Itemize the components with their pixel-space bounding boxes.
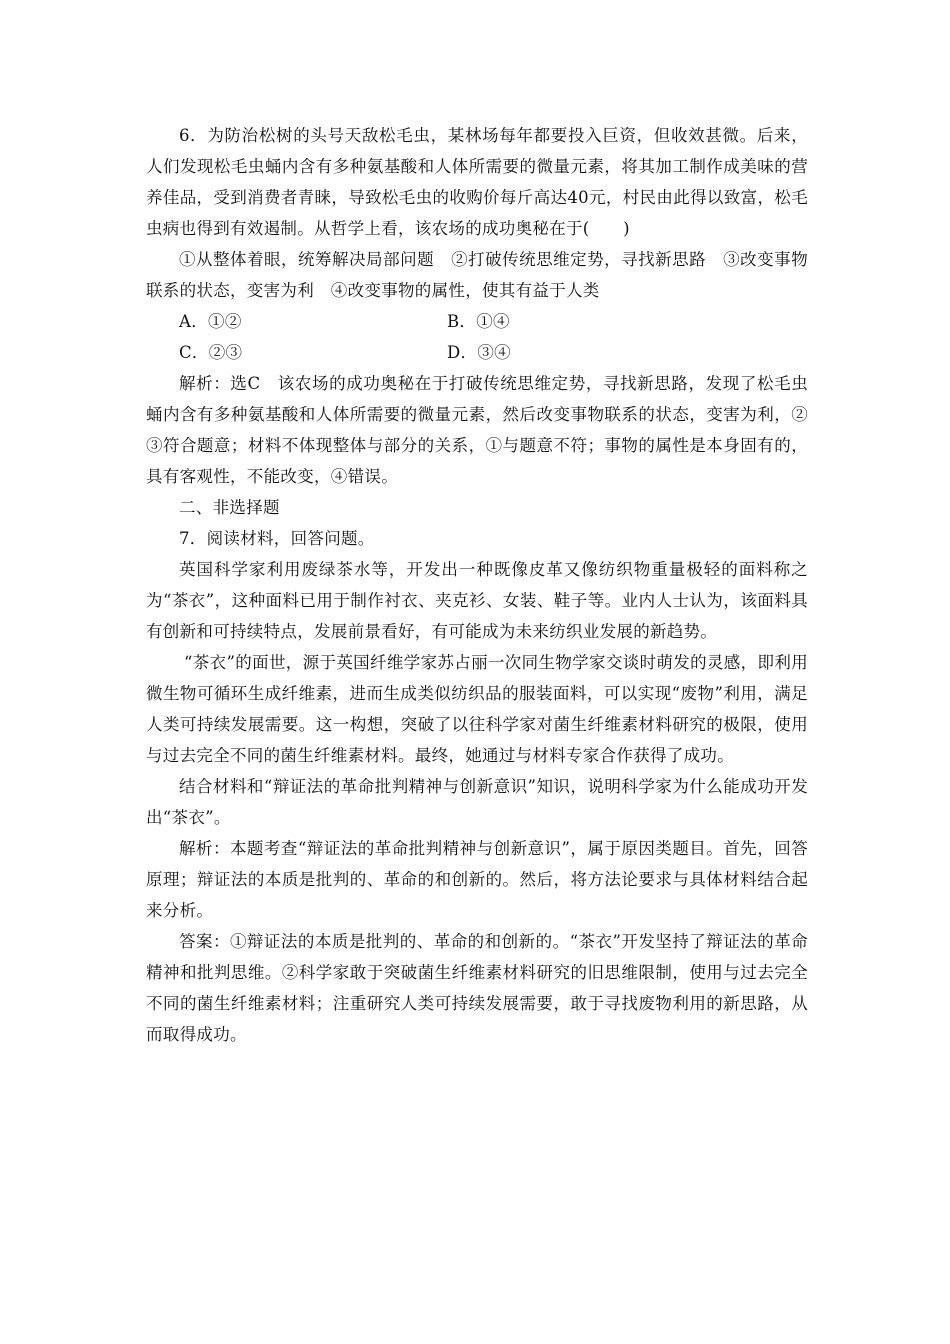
- question-7-answer: 答案：①辩证法的本质是批判的、革命的和创新的。“茶衣”开发坚持了辩证法的革命精神和批判思维。②科学家敢于突破菌生纤维素材料研究的旧思维限制，使用与过去完全不同的菌生纤维素材料；注重研究人类可持续发展需要，敢于寻找废物利用的新思路，从而取得成功。: [146, 932, 808, 1044]
- page-content: [146, 120, 808, 1050]
- question-7-analysis: 解析：本题考查“辩证法的革命批判精神与创新意识”，属于原因类题目。首先，回答原理；辩证法的本质是批判的、革命的和创新的。然后，将方法论要求与具体材料结合起来分析。: [146, 839, 808, 920]
- question-7-material-1: 英国科学家利用废绿茶水等，开发出一种既像皮革又像纺织物重量极轻的面料称之为“茶衣”，这种面料已用于制作衬衣、夹克衫、女装、鞋子等。业内人士认为，该面料具有创新和可持续特点，发展前景看好，有可能成为未来纺织业发展的新趋势。: [146, 560, 808, 641]
- question-6-statements: ①从整体着眼，统筹解决局部问题 ②打破传统思维定势，寻找新思路 ③改变事物联系的状态，变害为利 ④改变事物的属性，使其有益于人类: [146, 250, 808, 300]
- question-6-stem: 6．为防治松树的头号天敌松毛虫，某林场每年都要投入巨资，但收效甚微。后来，人们发现松毛虫蛹内含有多种氨基酸和人体所需要的微量元素，将其加工制作成美味的营养佳品，受到消费者青睐，导致松毛虫的收购价每斤高达40元，村民由此得以致富，松毛虫病也得到有效遏制。从哲学上看，该农场的成功奥秘在于( ): [146, 126, 808, 238]
- question-7-stem: 7．阅读材料，回答问题。: [179, 529, 375, 548]
- question-7-material-2: “茶衣”的面世，源于英国纤维学家苏占丽一次同生物学家交谈时萌发的灵感，即利用微生物可循环生成纤维素，进而生成类似纺织品的服装面料，可以实现“废物”利用，满足人类可持续发展需要。这一构想，突破了以往科学家对菌生纤维素材料研究的极限，使用与过去完全不同的菌生纤维素材料。最终，她通过与材料专家合作获得了成功。: [146, 653, 808, 765]
- section-heading: 二、非选择题: [179, 498, 280, 517]
- question-7-question: 结合材料和“辩证法的革命批判精神与创新意识”知识，说明科学家为什么能成功开发出“茶衣”。: [146, 777, 808, 827]
- option-d: D．③④: [447, 343, 511, 362]
- option-c: C．②③: [179, 343, 243, 362]
- question-6-analysis: 解析：选C 该农场的成功奥秘在于打破传统思维定势，寻找新思路，发现了松毛虫蛹内含有多种氨基酸和人体所需要的微量元素，然后改变事物联系的状态，变害为利，②③符合题意；材料不体现整体与部分的关系，①与题意不符；事物的属性是本身固有的，具有客观性，不能改变，④错误。: [146, 374, 808, 486]
- option-a: A．①②: [179, 312, 242, 331]
- option-b: B．①④: [447, 312, 510, 331]
- question-6-options: [146, 306, 808, 368]
